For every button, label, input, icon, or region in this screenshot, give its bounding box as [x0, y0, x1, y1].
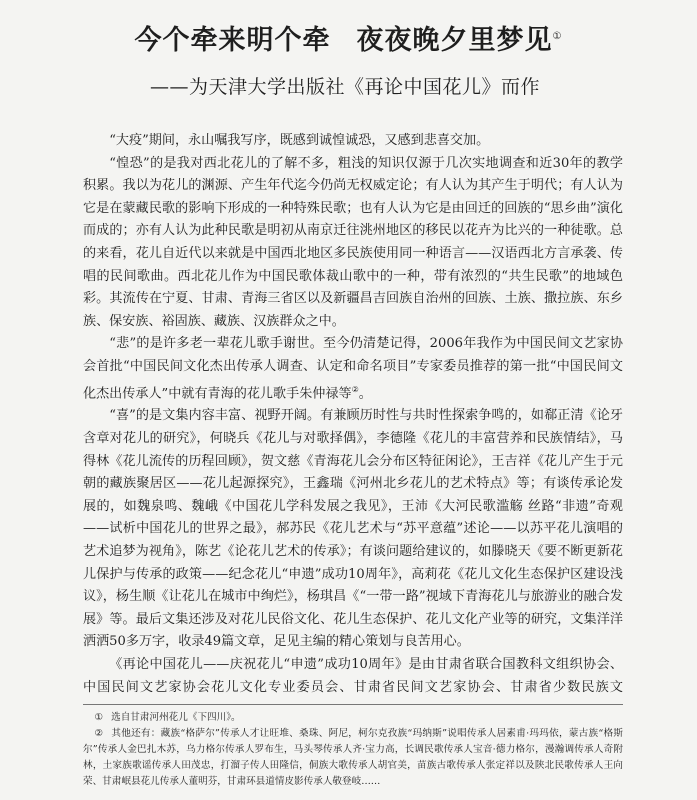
footnote-1 [83, 710, 623, 726]
paragraph-3-footnote-mark[interactable]: ② [351, 384, 359, 394]
paragraph-2: “惶恐”的是我对西北花儿的了解不多，粗浅的知识仅源于几次实地调查和近30年的教学积累。我以为花儿的渊源、产生年代迄今仍尚无权威定论；有人认为其产生于明代；有人认为它是在蒙藏民歌的影响下形成的一种特殊民歌；也有人认为它是由回迁的回族的“思乡曲”演化而成的；亦有人认为此种民歌是明初从南京迁往洮州地区的移民以花卉为比兴的一种徒歌。总的来看，花儿自近代以来就是中国西北地区多民族使用同一种语言——汉语西北方言承袭、传唱的民间歌曲。西北花儿作为中国民歌体裁山歌中的一种，带有浓烈的“共生民歌”的地域色彩。其流传在宁夏、甘肃、青海三省区以及新疆昌吉回族自治州的回族、土族、撒拉族、东乡族、保安族、裕固族、藏族、汉族群众之中。 [83, 155, 623, 329]
paragraph-3: “悲”的是许多老一辈花儿歌手谢世。至今仍清楚记得，2006年我作为中国民间文艺家协会首批“中国民间文化杰出传承人调查、认定和命名项目”专家委员推荐的第一批“中国民间文化杰出传承人”中就有青海的花儿歌手朱仲禄等②。 [83, 336, 623, 401]
footnote-divider [83, 704, 623, 705]
title-footnote-mark[interactable]: ① [552, 31, 563, 42]
footnotes [83, 710, 623, 790]
page-subtitle: ——为天津大学出版社《再论中国花儿》而作 [150, 76, 541, 98]
footnote-1-mark: ① [94, 712, 104, 723]
body-text [83, 130, 623, 699]
paragraph-5: 《再论中国花儿——庆祝花儿“申遗”成功10周年》是由甘肃省联合国教科文组织协会、中国民间文艺家协会花儿文化专业委员会、甘肃省民间文艺家协会、甘肃省少数民族文 [83, 657, 623, 695]
paragraph-1: “大疫”期间，永山嘱我写序，既感到诚惶诚恐，又感到悲喜交加。 [109, 133, 490, 148]
footnote-2-text: 其他还有：藏族“格萨尔”传承人才让旺堆、桑珠、阿尼，柯尔克孜族“玛纳斯”说唱传承人居素甫·玛玛依，蒙古族“格斯尔”传承人金巴扎木苏，乌力格尔传承人罗布生，马头琴传承人齐·宝力高，长调民歌传承人宝音·德力格尔，漫瀚调传承人奇附林，土家族歌谣传承人田茂忠，打溜子传人田隆信，侗族大歌传承人胡官美，苗族古歌传承人张定祥以及陕北民歌传承人王向荣、甘肃岷县花儿传承人董明芬，甘肃环县道情皮影传承人敬登岐…… [83, 728, 623, 787]
title-part-2: 夜夜晚夕里梦见 [356, 25, 553, 56]
footnote-2-mark: ② [94, 728, 104, 739]
footnote-2 [83, 726, 623, 790]
title-part-1: 今个牵来明个牵 [134, 25, 331, 56]
paragraph-4: “喜”的是文集内容丰富、视野开阔。有兼顾历时性与共时性探索争鸣的，如郗正清《论牙含章对花儿的研究》，何晓兵《花儿与对歌择偶》，李德隆《花儿的丰富营养和民族情结》，马得林《花儿流传的历程回顾》，贺文慈《青海花儿会分布区特征闲论》，王吉祥《花儿产生于元朝的藏族聚居区——花儿起源探究》，王鑫瑞《河州北乡花儿的艺术特点》等；有谈传承论发展的，如魏泉鸣、魏峨《中国花儿学科发展之我见》，王沛《大河民歌滥觞 丝路“非遗”奇观——试析中国花儿的世界之最》，郝苏民《花儿艺术与“苏平意蕴”述论——以苏平花儿演唱的艺术追梦为视角》，陈艺《论花儿艺术的传承》；有谈问题给建议的，如滕晓天《要不断更新花儿保护与传承的政策——纪念花儿“申遗”成功10周年》，高莉花《花儿文化生态保护区建设浅议》，杨生顺《让花儿在城市中绚烂》，杨琪昌《“一带一路”视域下青海花儿与旅游业的融合发展》等。最后文集还涉及对花儿民俗文化、花儿生态保护、花儿文化产业等的研究，文集洋洋洒洒50多万字，收录49篇文章，足见主编的精心策划与良苦用心。 [83, 408, 623, 650]
page-title [0, 18, 697, 57]
paragraph-3-text: “悲”的是许多老一辈花儿歌手谢世。至今仍清楚记得，2006年我作为中国民间文艺家协会首批“中国民间文化杰出传承人调查、认定和命名项目”专家委员推荐的第一批“中国民间文化杰出传承人”中就有青海的花儿歌手朱仲禄等 [83, 336, 623, 401]
footnote-1-text: 选自甘肃河州花儿《下四川》。 [111, 712, 241, 723]
